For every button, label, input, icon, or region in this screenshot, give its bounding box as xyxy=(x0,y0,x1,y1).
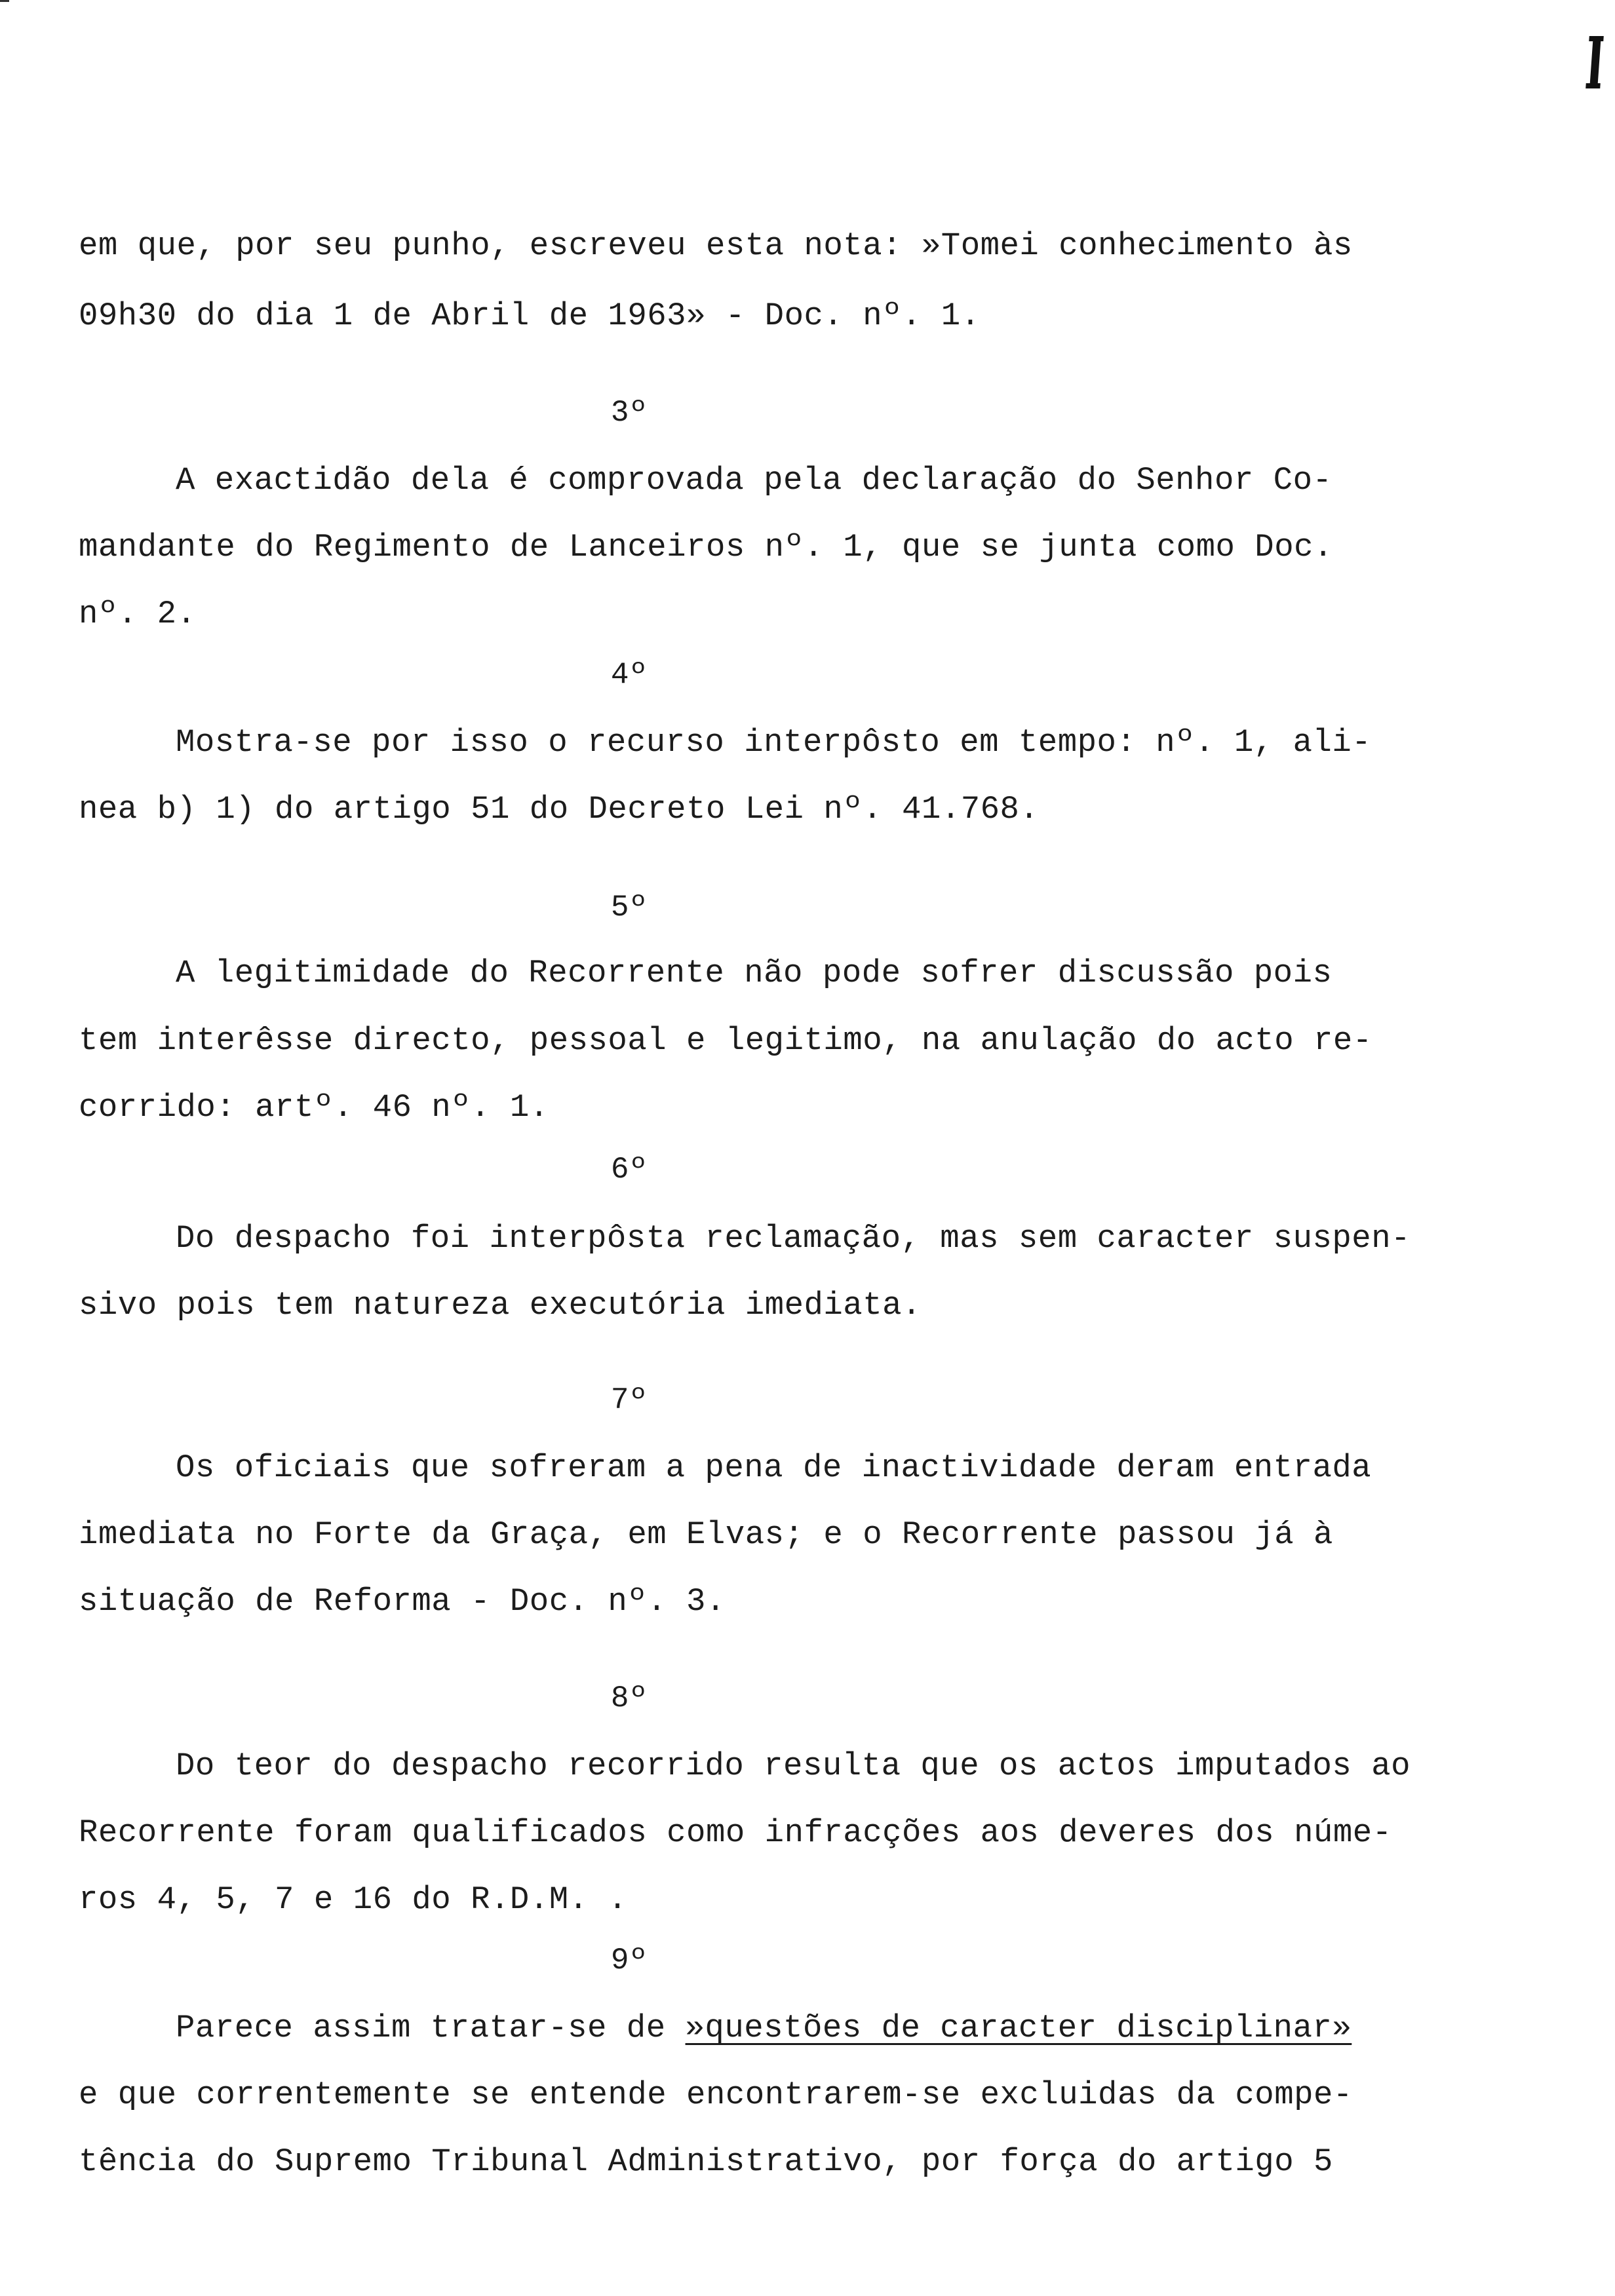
text-line: tência do Supremo Tribunal Administrativo, por força do artigo 5 xyxy=(79,2143,1333,2180)
text-line: mandante do Regimento de Lanceiros nº. 1, que se junta como Doc. xyxy=(79,529,1333,565)
text-line: 09h30 do dia 1 de Abril de 1963» - Doc. nº. 1. xyxy=(79,297,981,334)
paragraph-number: 7º xyxy=(610,1383,648,1417)
text-line: nea b) 1) do artigo 51 do Decreto Lei nº. 41.768. xyxy=(79,791,1040,828)
paragraph-number: 9º xyxy=(610,1943,648,1978)
paragraph-number: 4º xyxy=(610,658,648,692)
text-line: Mostra-se por isso o recurso interpôsto em tempo: nº. 1, ali- xyxy=(176,724,1372,761)
page-number-mark xyxy=(1589,36,1601,88)
text-line: sivo pois tem natureza executória imediata. xyxy=(79,1287,922,1324)
edge-mark xyxy=(0,0,9,2)
text-line: Do teor do despacho recorrido resulta que os actos imputados ao xyxy=(176,1748,1411,1784)
text-line: Os oficiais que sofreram a pena de inactividade deram entrada xyxy=(176,1449,1372,1486)
text-line: situação de Reforma - Doc. nº. 3. xyxy=(79,1583,726,1620)
paragraph-number: 3º xyxy=(610,396,648,430)
text-line xyxy=(176,2008,1352,2048)
text-line: corrido: artº. 46 nº. 1. xyxy=(79,1089,549,1126)
text-line: em que, por seu punho, escreveu esta nota: »Tomei conhecimento às xyxy=(79,227,1353,264)
text-line: ros 4, 5, 7 e 16 do R.D.M. . xyxy=(79,1881,628,1918)
text-line: imediata no Forte da Graça, em Elvas; e o Recorrente passou já à xyxy=(79,1516,1333,1553)
paragraph-number: 6º xyxy=(610,1153,648,1187)
text-line: A legitimidade do Recorrente não pode sofrer discussão pois xyxy=(176,955,1333,991)
text-segment: Parece assim tratar-se de xyxy=(176,2010,686,2046)
paragraph-number: 5º xyxy=(610,890,648,925)
text-line: Do despacho foi interpôsta reclamação, mas sem caracter suspen- xyxy=(176,1220,1411,1257)
text-line: Recorrente foram qualificados como infracções aos deveres dos núme- xyxy=(79,1814,1392,1851)
text-line: tem interêsse directo, pessoal e legitimo, na anulação do acto re- xyxy=(79,1022,1372,1059)
underlined-quote: »questões de caracter disciplinar» xyxy=(685,2010,1352,2046)
paragraph-number: 8º xyxy=(610,1681,648,1715)
text-line: e que correntemente se entende encontrarem-se excluidas da compe- xyxy=(79,2076,1353,2113)
text-line: A exactidão dela é comprovada pela declaração do Senhor Co- xyxy=(176,462,1333,499)
text-line: nº. 2. xyxy=(79,596,197,632)
